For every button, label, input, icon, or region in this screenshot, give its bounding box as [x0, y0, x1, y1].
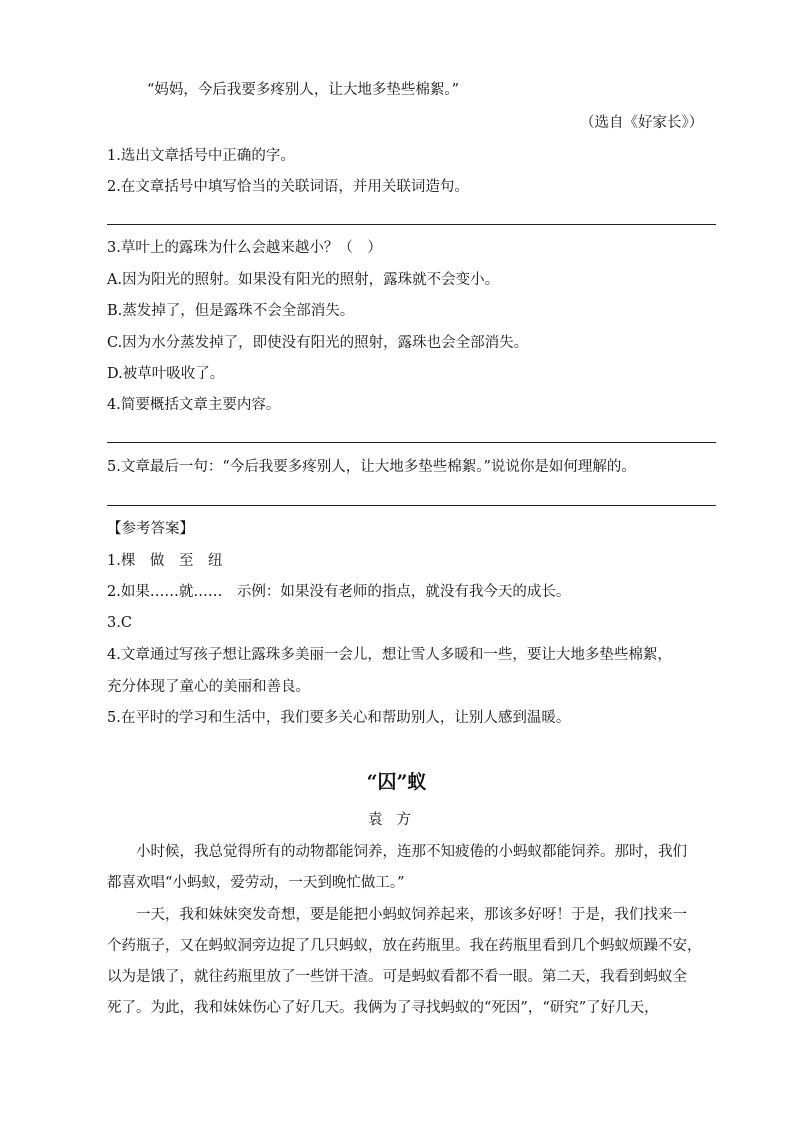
- source-citation: （选自《好家长》）: [580, 115, 704, 131]
- question-2: 2.在文章括号中填写恰当的关联词语，并用关联词造句。: [107, 179, 469, 195]
- answer-4-line-1: 4.文章通过写孩子想让露珠多美丽一会儿，想让雪人多暖和一些，要让大地多垫些棉絮，: [107, 647, 672, 663]
- article-line: 以为是饿了，就往药瓶里放了一些饼干渣。可是蚂蚁看都不看一眼。第二天，我看到蚂蚁全: [107, 969, 687, 985]
- article-line: 一天，我和妹妹突发奇想，要是能把小蚂蚁饲养起来，那该多好呀！于是，我们找来一: [136, 907, 687, 923]
- article-line: 个药瓶子，又在蚂蚁洞旁边捉了几只蚂蚁，放在药瓶里。我在药瓶里看到几个蚂蚁烦躁不安，: [107, 938, 702, 954]
- question-4: 4.简要概括文章主要内容。: [107, 397, 281, 413]
- answer-line-q5: [107, 505, 716, 506]
- question-3-option-c: C.因为水分蒸发掉了，即使没有阳光的照射，露珠也会全部消失。: [107, 335, 529, 351]
- answer-line-q2: [107, 224, 716, 225]
- question-3-option-b: B.蒸发掉了，但是露珠不会全部消失。: [107, 303, 355, 319]
- answer-1: 1.棵 做 至 纽: [107, 553, 223, 569]
- question-3-option-d: D.被草叶吸收了。: [107, 366, 225, 382]
- question-5: 5.文章最后一句：“今后我要多疼别人，让大地多垫些棉絮。”说说你是如何理解的。: [107, 459, 636, 475]
- article-line: 死了。为此，我和妹妹伤心了好几天。我俩为了寻找蚂蚁的“死因”，“研究”了好几天，: [107, 1000, 659, 1016]
- article-line: 都喜欢唱“小蚂蚁，爱劳动，一天到晚忙做工。”: [107, 875, 405, 891]
- answer-2: 2.如果……就…… 示例：如果没有老师的指点，就没有我今天的成长。: [107, 584, 571, 600]
- answer-4-line-2: 充分体现了童心的美丽和善良。: [107, 679, 310, 695]
- answer-5: 5.在平时的学习和生活中，我们要多关心和帮助别人，让别人感到温暖。: [107, 710, 571, 726]
- article-line: 小时候，我总觉得所有的动物都能饲养，连那不知疲倦的小蚂蚁都能饲养。那时，我们: [136, 844, 687, 860]
- article-title: “囚”蚁: [366, 771, 427, 793]
- question-1: 1.选出文章括号中正确的字。: [107, 148, 295, 164]
- answer-line-q4: [107, 442, 716, 443]
- answer-3: 3.C: [107, 615, 132, 631]
- answers-heading: 【参考答案】: [107, 521, 194, 537]
- quote-line: “妈妈，今后我要多疼别人，让大地多垫些棉絮。”: [147, 82, 460, 98]
- article-author: 袁方: [368, 812, 425, 828]
- question-3-option-a: A.因为阳光的照射。如果没有阳光的照射，露珠就不会变小。: [107, 272, 500, 288]
- question-3: 3.草叶上的露珠为什么会越来越小？（ ）: [107, 240, 382, 256]
